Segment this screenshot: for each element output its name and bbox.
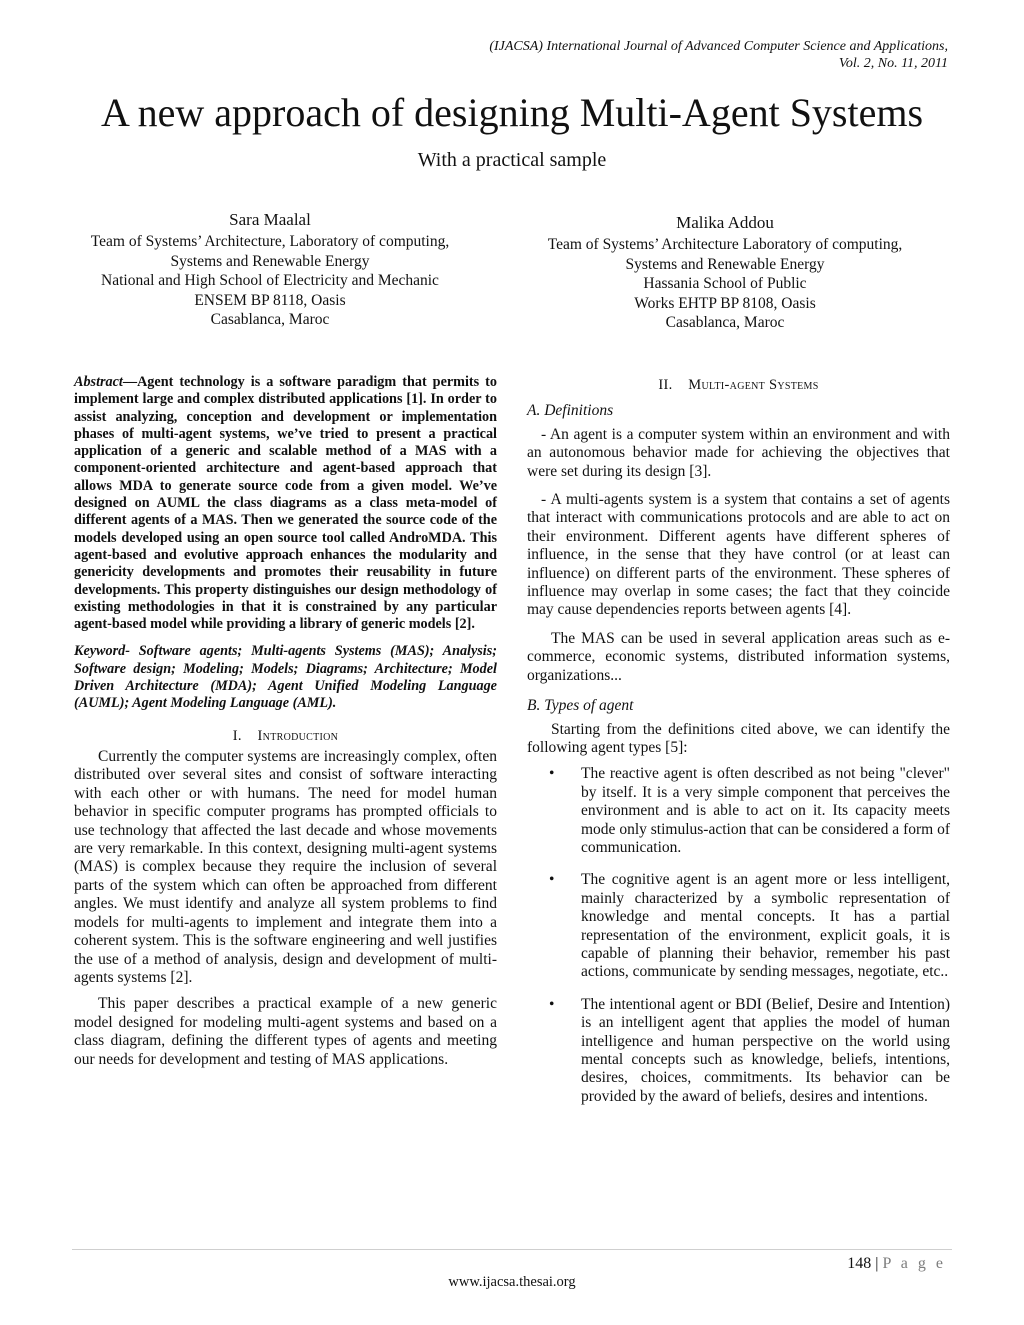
paragraph: This paper describes a practical example of a new generic model designed for modeling multi-agent systems and based on a class diagram, defining the different types of agents and meeting our needs for development and testing of MAS applications. [74,995,497,1068]
author-name: Sara Maalal [229,210,311,229]
left-column [74,374,497,1077]
paper-title: A new approach of designing Multi-Agent Systems [100,90,924,135]
definition-paragraph: - A multi-agents system is a system that contains a set of agents that interact with communications protocols and are able to act on their environment. Different agents have different spheres of influence, in the sense that they have control (or at least can influence) on different parts of the environment. These spheres of influence may overlap in some cases; the fact that they coincide may cause dependencies reports between agents [4]. [527,491,950,619]
author-block-1 [70,208,470,330]
abstract [74,374,497,633]
author-affiliation-line: Team of Systems’ Architecture Laboratory of computing, [547,236,903,253]
bullet-icon: • [549,995,555,1013]
abstract-label: Abstract [74,374,123,390]
definition-paragraph: - An agent is a computer system within an environment and with an autonomous behavior made for achieving the objectives that were set during its design [3]. [527,425,950,480]
section-title: Introduction [257,727,339,744]
bullet-icon: • [549,765,555,783]
list-item [527,871,950,981]
author-block-2 [524,211,926,333]
paragraph: Starting from the definitions cited above, we can identify the following agent types [5]: [527,720,950,756]
footer-divider [72,1249,952,1250]
journal-volume: Vol. 2, No. 11, 2011 [838,56,948,71]
author-affiliation-line: Works EHTP BP 8108, Oasis [634,294,816,312]
bullet-icon: • [549,871,555,889]
list-item-text: The intentional agent or BDI (Belief, Desire and Intention) is an intelligent agent that applies the model of human intelligence and human perspective on the world using mental concepts such as knowledge, beliefs, intentions, desires, choices, commitments. Its behavior can be provided by the award of beliefs, desires and intentions. [581,995,950,1105]
author-affiliation-line: Systems and Renewable Energy [625,255,825,273]
author-affiliation-line: ENSEM BP 8118, Oasis [194,291,346,309]
paper-subtitle: With a practical sample [417,149,607,171]
page-number-value: 148 [847,1255,872,1272]
list-item [527,765,950,857]
subsection-heading-definitions: A. Definitions [527,402,614,420]
agent-types-list [527,765,950,1106]
section-number: I. [232,727,242,744]
section-number: II. [658,377,673,393]
author-affiliation-line: Hassania School of Public [643,275,807,292]
subsection-heading-types-of-agent: B. Types of agent [527,697,634,715]
abstract-text: —Agent technology is a software paradigm that permits to implement large and complex distributed applications [1]. In order to assist analyzing, conception and development or implementation phases of multi-agent systems, we’ve tried to present a practical application of a generic and scalable method of a MAS with a component-oriented architecture and agent-based approach that allows MDA to generate source code from a given model. We’ve designed on AUML the class diagrams as a class meta-model of different agents of a MAS. Then we generated the source code of the models developed using an open source tool called AndroMDA. This agent-based and evolutive approach enhances the modularity and genericity developments and promotes their reusability in future developments. This property distinguishes our design methodology of existing methodologies in that it is constrained by any particular agent-based model while providing a library of generic models [2]. [74,374,497,633]
list-item-text: The reactive agent is often described as not being "clever" by itself. It is a very simple component that perceives the environment and is able to act on it. Its capacity meets mode only stimulus-action that can be considered a form of communication. [581,765,950,856]
page-label: P a g e [882,1255,946,1272]
page-number-separator: | [875,1255,879,1272]
author-affiliation-line: Casablanca, Maroc [665,314,785,331]
keywords: Keyword- Software agents; Multi-agents Systems (MAS); Analysis; Software design; Modeling; Models; Diagrams; Architecture; Model Driven Architecture (MDA); Agent Unified Modeling Language (AUML); Agent Modeling Language (AML). [74,643,497,712]
paragraph: Currently the computer systems are increasingly complex, often distributed over several sites and consist of software interacting with each other or with humans. The need for model human behavior in specific computer programs has prompted officials to use technology that affected the last decade and whose movements are very remarkable. In this context, designing multi-agent systems (MAS) is complex because they require the inclusion of several parts of the system which can often be approached from different angles. We must identify and analyze all system problems to find models for multi-agents to implement and integrate them into a coherent system. This is the software engineering and well justifies the use of a method of analysis, design and development of multi-agents systems [2]. [74,748,497,986]
author-affiliation-line: Casablanca, Maroc [210,311,330,328]
section-heading-introduction [74,727,497,745]
author-affiliation-line: National and High School of Electricity and Mechanic [101,272,439,289]
right-column [527,376,950,1120]
section-heading-multi-agent-systems [527,376,950,394]
journal-header [489,38,948,72]
page-number [847,1255,946,1273]
paragraph: The MAS can be used in several application areas such as e-commerce, economic systems, distributed information systems, organizations... [527,629,950,684]
section-title: Multi-agent Systems [688,377,819,393]
journal-url[interactable]: www.ijacsa.thesai.org [448,1274,576,1290]
author-name: Malika Addou [676,213,774,232]
list-item-text: The cognitive agent is an agent more or less intelligent, mainly characterized by a symbolic representation of knowledge and mental concepts. It has a partial representation of the environment, explicit goals, it is capable of planning their behavior, remember his past actions, communicate by sending messages, negotiate, etc.. [581,871,950,981]
author-affiliation-line: Systems and Renewable Energy [170,252,370,270]
author-affiliation-line: Team of Systems’ Architecture, Laboratory of computing, [90,233,450,250]
journal-name: (IJACSA) International Journal of Advanced Computer Science and Applications, [489,39,948,54]
list-item [527,996,950,1106]
